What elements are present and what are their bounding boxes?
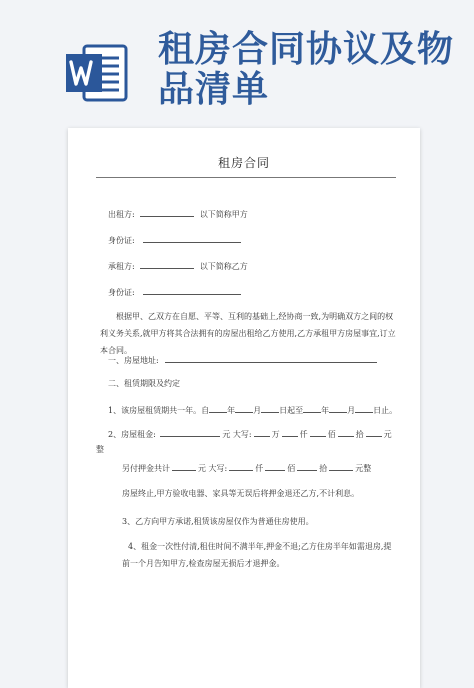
banner-title-line1: 租房合同协议及物 xyxy=(158,29,455,70)
address-blank[interactable] xyxy=(165,354,377,363)
end-day-unit: 日止。 xyxy=(373,406,398,415)
section-address-label: 一、房屋地址: xyxy=(108,356,159,365)
lessor-line xyxy=(108,208,248,220)
title-divider xyxy=(96,177,396,178)
rent-qian-unit: 仟 xyxy=(299,430,308,439)
clause-3-usage: 3、乙方向甲方承诺,租赁该房屋仅作为普通住房使用。 xyxy=(122,517,314,526)
section-address xyxy=(108,354,377,366)
rent-wan-blank[interactable] xyxy=(254,428,270,437)
start-month-unit: 月 xyxy=(253,406,262,415)
lessee-id-blank[interactable] xyxy=(143,286,241,295)
deposit-qian-unit: 仟 xyxy=(255,464,264,473)
lessee-name-blank[interactable] xyxy=(140,260,194,269)
clause-1-prefix: 1、该房屋租赁期共一年。自 xyxy=(108,406,210,415)
deposit-qian-blank[interactable] xyxy=(229,462,253,471)
section-lease-term: 二、租赁期限及约定 xyxy=(108,379,180,388)
lessee-suffix: 以下简称乙方 xyxy=(199,262,248,271)
rent-bai-unit: 佰 xyxy=(327,430,336,439)
rent-amount-blank[interactable] xyxy=(160,428,220,437)
clause-2-prefix: 2、房屋租金: xyxy=(108,430,156,439)
word-document-icon xyxy=(64,40,130,106)
clause-2-rent xyxy=(108,428,392,440)
start-year-unit: 年 xyxy=(227,406,236,415)
deposit-bai-blank[interactable] xyxy=(265,462,285,471)
deposit-bai-unit: 佰 xyxy=(287,464,296,473)
end-month-blank[interactable] xyxy=(329,404,347,413)
lessor-label: 出租方: xyxy=(108,210,135,219)
lessor-id-label: 身份证: xyxy=(108,236,135,245)
deposit-yuan-blank[interactable] xyxy=(329,462,353,471)
clause-2-zheng: 整 xyxy=(96,445,104,454)
rent-yuan-blank[interactable] xyxy=(366,428,382,437)
lessee-label: 承租方: xyxy=(108,262,135,271)
start-day-blank[interactable] xyxy=(261,404,279,413)
end-month-unit: 月 xyxy=(347,406,356,415)
rent-unit-label: 元 大写: xyxy=(222,430,252,439)
document-page xyxy=(68,128,420,688)
end-year-blank[interactable] xyxy=(303,404,321,413)
preamble-paragraph: 根据甲、乙双方在自愿、平等、互利的基础上,经协商一致,为明确双方之间的权利义务关系,就甲方将其合法拥有的房屋出租给乙方使用,乙方承租甲方房屋事宜,订立本合同。 xyxy=(100,312,396,355)
end-year-unit: 年 xyxy=(321,406,330,415)
lessee-line xyxy=(108,260,248,272)
deposit-unit-label: 元 大写: xyxy=(198,464,228,473)
deposit-amount-blank[interactable] xyxy=(172,462,196,471)
rent-shi-unit: 拾 xyxy=(355,430,364,439)
deposit-shi-blank[interactable] xyxy=(297,462,317,471)
lessor-id-line xyxy=(108,234,241,246)
deposit-yuan-unit: 元整 xyxy=(355,464,372,473)
lessee-id-label: 身份证: xyxy=(108,288,135,297)
document-title: 租房合同 xyxy=(217,156,270,170)
end-day-blank[interactable] xyxy=(355,404,373,413)
banner-title xyxy=(158,30,458,110)
start-day-unit: 日起至 xyxy=(279,406,304,415)
start-month-blank[interactable] xyxy=(235,404,253,413)
deposit-shi-unit: 拾 xyxy=(319,464,328,473)
lessee-id-line xyxy=(108,286,241,298)
clause-1-lease-period xyxy=(108,404,397,416)
deposit-line xyxy=(122,462,371,474)
rent-wan-unit: 万 xyxy=(271,430,280,439)
rent-bai-blank[interactable] xyxy=(310,428,326,437)
deposit-prefix: 另付押金共计 xyxy=(122,464,170,473)
deposit-terms: 房屋终止,甲方验收电器、家具等无误后将押金退还乙方,不计利息。 xyxy=(122,489,360,498)
start-year-blank[interactable] xyxy=(209,404,227,413)
lessor-suffix: 以下简称甲方 xyxy=(199,210,248,219)
clause-4-payment: 4、租金一次性付清,租住时间不满半年,押金不退;乙方住房半年如需退房,提前一个月告知甲方,检查房屋无损后才退押金。 xyxy=(122,542,392,568)
rent-qian-blank[interactable] xyxy=(282,428,298,437)
lessor-id-blank[interactable] xyxy=(143,234,241,243)
lessor-name-blank[interactable] xyxy=(140,208,194,217)
rent-shi-blank[interactable] xyxy=(338,428,354,437)
rent-yuan-unit: 元 xyxy=(383,430,392,439)
banner-title-line2: 品清单 xyxy=(158,69,270,110)
